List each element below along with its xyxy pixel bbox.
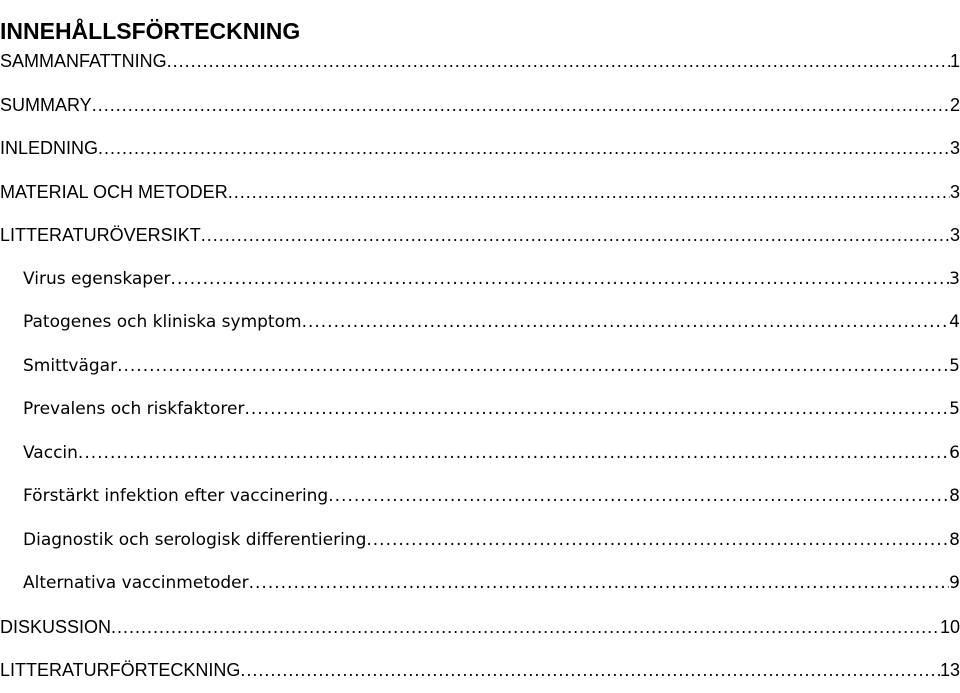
- toc-entry-page: 13: [939, 660, 960, 680]
- toc-entry-label: Alternativa vaccinmetoder: [23, 573, 249, 593]
- toc-entry-label: SAMMANFATTNING: [0, 51, 167, 71]
- toc-entry-smittvagar[interactable]: [0, 345, 960, 389]
- toc-entry-label: INLEDNING: [0, 138, 99, 158]
- toc-entry-page: 2: [949, 94, 960, 115]
- toc-entry-inledning[interactable]: [0, 127, 960, 171]
- toc-entry-label: Förstärkt infektion efter vaccinering: [23, 486, 329, 506]
- toc-leader-dots: [171, 258, 950, 302]
- toc-entry-page: 3: [949, 268, 960, 289]
- toc-entry-page: 5: [949, 355, 960, 376]
- toc-entry-page: 10: [939, 616, 960, 637]
- toc-entry-diagnostik[interactable]: [0, 519, 960, 563]
- toc-entry-page: 1: [949, 51, 960, 71]
- toc-entry-page: 4: [949, 312, 960, 332]
- toc-leader-dots: [117, 345, 949, 389]
- toc-leader-dots: [244, 388, 949, 432]
- toc-entry-prevalens[interactable]: [0, 388, 960, 432]
- toc-leader-dots: [98, 127, 950, 171]
- toc-entry-page: 3: [949, 225, 960, 245]
- toc-entry-label: Virus egenskaper: [23, 268, 171, 289]
- toc-entry-label: Prevalens och riskfaktorer: [23, 399, 245, 419]
- toc-entry-page: 9: [949, 573, 960, 593]
- toc-list: [0, 40, 960, 693]
- toc-leader-dots: [201, 214, 950, 258]
- toc-entry-label: DISKUSSION: [0, 616, 112, 637]
- toc-leader-dots: [167, 40, 950, 84]
- toc-leader-dots: [92, 84, 950, 128]
- toc-leader-dots: [78, 432, 949, 476]
- toc-entry-material-och-metoder[interactable]: [0, 171, 960, 215]
- toc-entry-label: MATERIAL OCH METODER: [0, 181, 228, 202]
- toc-entry-sammanfattning[interactable]: [0, 40, 960, 84]
- toc-leader-dots: [366, 519, 949, 563]
- toc-leader-dots: [228, 171, 950, 215]
- toc-entry-litteraturoversikt[interactable]: [0, 214, 960, 258]
- toc-entry-litteraturforteckning[interactable]: [0, 649, 960, 693]
- toc-leader-dots: [249, 562, 950, 606]
- toc-entry-alternativa-vaccinmetoder[interactable]: [0, 562, 960, 606]
- toc-leader-dots: [111, 606, 940, 650]
- toc-entry-label: LITTERATURFÖRTECKNING: [0, 660, 241, 680]
- toc-entry-summary[interactable]: [0, 84, 960, 128]
- toc-entry-vaccin[interactable]: [0, 432, 960, 476]
- toc-entry-diskussion[interactable]: [0, 606, 960, 650]
- toc-entry-patogenes[interactable]: [0, 301, 960, 345]
- toc-entry-page: 3: [949, 181, 960, 202]
- toc-leader-dots: [302, 301, 950, 345]
- toc-entry-label: Smittvägar: [23, 355, 118, 376]
- toc-entry-label: LITTERATURÖVERSIKT: [0, 225, 201, 245]
- toc-entry-page: 6: [949, 442, 960, 463]
- toc-entry-label: SUMMARY: [0, 94, 92, 115]
- toc-entry-page: 8: [949, 486, 960, 506]
- toc-entry-page: 5: [949, 399, 960, 419]
- toc-entry-label: Diagnostik och serologisk differentiering: [23, 529, 367, 550]
- toc-title: INNEHÅLLSFÖRTECKNING: [0, 18, 301, 45]
- toc-leader-dots: [240, 649, 940, 693]
- toc-entry-page: 8: [949, 529, 960, 550]
- toc-entry-forstarkt-infektion[interactable]: [0, 475, 960, 519]
- toc-entry-label: Vaccin: [23, 442, 78, 463]
- toc-entry-page: 3: [949, 138, 960, 158]
- toc-entry-virus-egenskaper[interactable]: [0, 258, 960, 302]
- toc-entry-label: Patogenes och kliniska symptom: [23, 312, 302, 332]
- toc-leader-dots: [328, 475, 949, 519]
